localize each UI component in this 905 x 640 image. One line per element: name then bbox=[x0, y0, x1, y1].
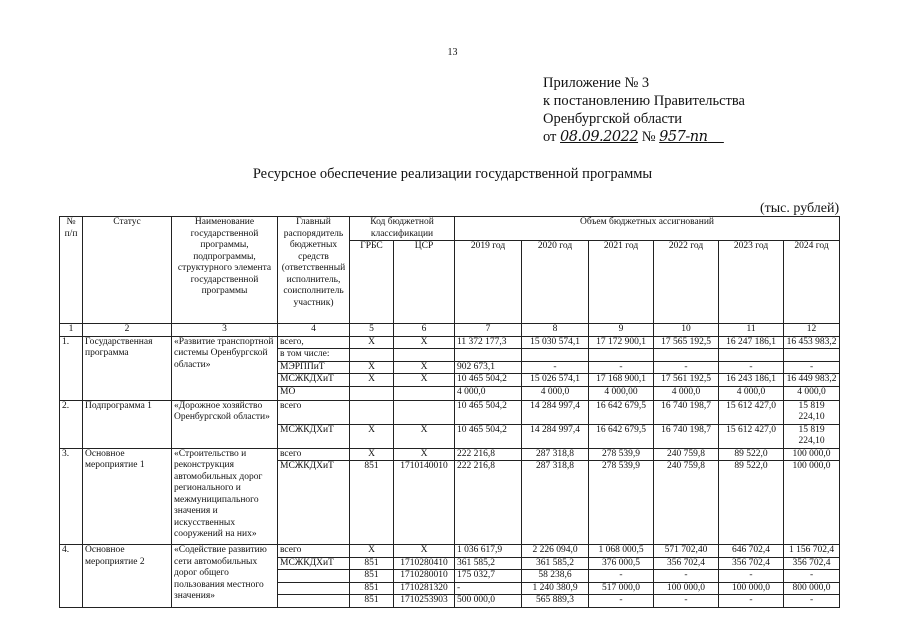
distributor-cell: МСЖКДХиТ bbox=[278, 557, 350, 570]
csr-cell bbox=[394, 349, 455, 362]
value-cell: 100 000,0 bbox=[784, 461, 840, 545]
csr-cell: 1710280010 bbox=[394, 570, 455, 583]
appendix-line-3: Оренбургской области bbox=[543, 111, 683, 127]
value-cell: 287 318,8 bbox=[522, 448, 589, 461]
row-num: 2. bbox=[60, 400, 83, 448]
grbs-code-cell: 851 bbox=[350, 582, 394, 595]
appendix-block bbox=[543, 74, 745, 146]
csr-cell: 1710280410 bbox=[394, 557, 455, 570]
grbs-code-cell: X bbox=[350, 545, 394, 558]
row-num: 4. bbox=[60, 545, 83, 608]
index-cell: 6 bbox=[394, 324, 455, 337]
value-cell: - bbox=[522, 361, 589, 374]
value-cell bbox=[719, 349, 784, 362]
csr-cell: X bbox=[394, 448, 455, 461]
value-cell: - bbox=[719, 570, 784, 583]
value-cell: 15 612 427,0 bbox=[719, 424, 784, 448]
value-cell: - bbox=[589, 570, 654, 583]
value-cell: 376 000,5 bbox=[589, 557, 654, 570]
value-cell bbox=[784, 349, 840, 362]
value-cell: 902 673,1 bbox=[455, 361, 522, 374]
distributor-cell: МО bbox=[278, 386, 350, 400]
value-cell: 4 000,0 bbox=[654, 386, 719, 400]
row-num: 1. bbox=[60, 336, 83, 400]
value-cell: 17 168 900,1 bbox=[589, 374, 654, 387]
header-grbs: Главный распорядитель бюджетных средств (ответственный исполнитель, соисполнитель участник) bbox=[278, 217, 350, 324]
header-grbs-code: ГРБС bbox=[350, 241, 394, 324]
header-name: Наименование государственной программы, подпрограммы, структурного элемента государственной программы bbox=[172, 217, 278, 324]
document-title: Ресурсное обеспечение реализации государственной программы bbox=[252, 166, 653, 182]
value-cell: 356 702,4 bbox=[654, 557, 719, 570]
grbs-code-cell: X bbox=[350, 336, 394, 349]
row-status: Основное мероприятие 1 bbox=[83, 448, 172, 545]
distributor-cell bbox=[278, 570, 350, 583]
header-year: 2020 год bbox=[522, 241, 589, 324]
distributor-cell bbox=[278, 595, 350, 608]
header-volume: Объем бюджетных ассигнований bbox=[455, 217, 840, 241]
table-row bbox=[60, 545, 840, 558]
value-cell: 16 243 186,1 bbox=[719, 374, 784, 387]
csr-cell: X bbox=[394, 361, 455, 374]
value-cell: - bbox=[589, 361, 654, 374]
value-cell: 1 156 702,4 bbox=[784, 545, 840, 558]
value-cell: 16 247 186,1 bbox=[719, 336, 784, 349]
value-cell: 15 026 574,1 bbox=[522, 374, 589, 387]
value-cell: - bbox=[784, 570, 840, 583]
value-cell: 800 000,0 bbox=[784, 582, 840, 595]
distributor-cell: МСЖКДХиТ bbox=[278, 424, 350, 448]
index-cell: 1 bbox=[60, 324, 83, 337]
index-cell: 2 bbox=[83, 324, 172, 337]
value-cell bbox=[522, 349, 589, 362]
header-year: 2022 год bbox=[654, 241, 719, 324]
appendix-line-2: к постановлению Правительства bbox=[543, 93, 745, 109]
index-cell: 5 bbox=[350, 324, 394, 337]
row-name: «Развитие транспортной системы Оренбургской области» bbox=[172, 336, 278, 400]
value-cell: 356 702,4 bbox=[784, 557, 840, 570]
index-cell: 12 bbox=[784, 324, 840, 337]
value-cell: - bbox=[455, 582, 522, 595]
index-cell: 8 bbox=[522, 324, 589, 337]
value-cell: 500 000,0 bbox=[455, 595, 522, 608]
value-cell: 89 522,0 bbox=[719, 448, 784, 461]
csr-cell bbox=[394, 386, 455, 400]
value-cell: 278 539,9 bbox=[589, 448, 654, 461]
header-csr: ЦСР bbox=[394, 241, 455, 324]
value-cell: 15 612 427,0 bbox=[719, 400, 784, 424]
distributor-cell: МЭРППиТ bbox=[278, 361, 350, 374]
grbs-code-cell: 851 bbox=[350, 570, 394, 583]
index-cell: 10 bbox=[654, 324, 719, 337]
value-cell: 356 702,4 bbox=[719, 557, 784, 570]
value-cell: 10 465 504,2 bbox=[455, 374, 522, 387]
grbs-code-cell: X bbox=[350, 424, 394, 448]
csr-cell: X bbox=[394, 545, 455, 558]
value-cell: 10 465 504,2 bbox=[455, 424, 522, 448]
value-cell: 1 036 617,9 bbox=[455, 545, 522, 558]
value-cell: 1 240 380,9 bbox=[522, 582, 589, 595]
value-cell: 361 585,2 bbox=[522, 557, 589, 570]
value-cell: 16 740 198,7 bbox=[654, 400, 719, 424]
signed-number: 957-пп bbox=[659, 129, 708, 145]
header-year: 2024 год bbox=[784, 241, 840, 324]
grbs-code-cell: X bbox=[350, 374, 394, 387]
value-cell: 58 238,6 bbox=[522, 570, 589, 583]
row-name: «Содействие развитию сети автомобильных дорог общего пользования местного значения» bbox=[172, 545, 278, 608]
value-cell: 14 284 997,4 bbox=[522, 400, 589, 424]
date-prefix: от bbox=[543, 129, 557, 145]
value-cell: 4 000,0 bbox=[455, 386, 522, 400]
value-cell: 17 561 192,5 bbox=[654, 374, 719, 387]
value-cell: - bbox=[589, 595, 654, 608]
distributor-cell: МСЖКДХиТ bbox=[278, 374, 350, 387]
row-status: Государственная программа bbox=[83, 336, 172, 400]
value-cell: 361 585,2 bbox=[455, 557, 522, 570]
table-row bbox=[60, 336, 840, 349]
row-name: «Дорожное хозяйство Оренбургской области» bbox=[172, 400, 278, 448]
row-num: 3. bbox=[60, 448, 83, 545]
csr-cell: 1710140010 bbox=[394, 461, 455, 545]
value-cell: 16 449 983,2 bbox=[784, 374, 840, 387]
value-cell: 15 030 574,1 bbox=[522, 336, 589, 349]
csr-cell: X bbox=[394, 336, 455, 349]
header-year: 2019 год bbox=[455, 241, 522, 324]
value-cell: 1 068 000,5 bbox=[589, 545, 654, 558]
value-cell: 571 702,40 bbox=[654, 545, 719, 558]
header-budget-code: Код бюджетной классификации bbox=[350, 217, 455, 241]
value-cell: 16 642 679,5 bbox=[589, 400, 654, 424]
distributor-cell: всего bbox=[278, 545, 350, 558]
csr-cell: 1710281320 bbox=[394, 582, 455, 595]
value-cell: 4 000,0 bbox=[784, 386, 840, 400]
value-cell: 646 702,4 bbox=[719, 545, 784, 558]
csr-cell: X bbox=[394, 374, 455, 387]
grbs-code-cell: 851 bbox=[350, 595, 394, 608]
value-cell: 517 000,0 bbox=[589, 582, 654, 595]
table-row bbox=[60, 400, 840, 424]
appendix-date-line bbox=[543, 128, 745, 146]
table-body bbox=[60, 336, 840, 607]
distributor-cell: в том числе: bbox=[278, 349, 350, 362]
distributor-cell: всего, bbox=[278, 336, 350, 349]
index-cell: 4 bbox=[278, 324, 350, 337]
csr-cell bbox=[394, 400, 455, 424]
value-cell: 16 740 198,7 bbox=[654, 424, 719, 448]
value-cell: 17 172 900,1 bbox=[589, 336, 654, 349]
value-cell: 15 819 224,10 bbox=[784, 400, 840, 424]
value-cell: 4 000,0 bbox=[719, 386, 784, 400]
value-cell: 14 284 997,4 bbox=[522, 424, 589, 448]
grbs-code-cell bbox=[350, 400, 394, 424]
grbs-code-cell: X bbox=[350, 448, 394, 461]
value-cell: 16 453 983,2 bbox=[784, 336, 840, 349]
distributor-cell: всего bbox=[278, 400, 350, 424]
value-cell: - bbox=[654, 361, 719, 374]
grbs-code-cell bbox=[350, 386, 394, 400]
value-cell: 100 000,0 bbox=[719, 582, 784, 595]
value-cell: 240 759,8 bbox=[654, 448, 719, 461]
csr-cell: 1710253903 bbox=[394, 595, 455, 608]
value-cell: 287 318,8 bbox=[522, 461, 589, 545]
row-name: «Строительство и реконструкция автомобильных дорог регионального и межмуниципального значения и искусственных сооружений на них» bbox=[172, 448, 278, 545]
grbs-code-cell: X bbox=[350, 361, 394, 374]
appendix-line-1: Приложение № 3 bbox=[543, 75, 650, 91]
value-cell: - bbox=[784, 361, 840, 374]
value-cell: 222 216,8 bbox=[455, 461, 522, 545]
value-cell: 4 000,00 bbox=[589, 386, 654, 400]
value-cell: 175 032,7 bbox=[455, 570, 522, 583]
value-cell: - bbox=[654, 570, 719, 583]
value-cell: - bbox=[719, 595, 784, 608]
value-cell: 11 372 177,3 bbox=[455, 336, 522, 349]
csr-cell: X bbox=[394, 424, 455, 448]
header-year: 2023 год bbox=[719, 241, 784, 324]
column-index-row bbox=[60, 324, 840, 337]
value-cell: 15 819 224,10 bbox=[784, 424, 840, 448]
index-cell: 9 bbox=[589, 324, 654, 337]
value-cell: 565 889,3 bbox=[522, 595, 589, 608]
value-cell bbox=[654, 349, 719, 362]
value-cell: - bbox=[784, 595, 840, 608]
index-cell: 3 bbox=[172, 324, 278, 337]
resource-table bbox=[59, 216, 840, 608]
header-row-1 bbox=[60, 217, 840, 241]
table-row bbox=[60, 448, 840, 461]
value-cell: 222 216,8 bbox=[455, 448, 522, 461]
value-cell: 10 465 504,2 bbox=[455, 400, 522, 424]
grbs-code-cell bbox=[350, 349, 394, 362]
value-cell: - bbox=[654, 595, 719, 608]
row-status: Подпрограмма 1 bbox=[83, 400, 172, 448]
value-cell bbox=[455, 349, 522, 362]
value-cell: 240 759,8 bbox=[654, 461, 719, 545]
value-cell: 100 000,0 bbox=[654, 582, 719, 595]
value-cell: 4 000,0 bbox=[522, 386, 589, 400]
header-num: № п/п bbox=[60, 217, 83, 324]
units-label: (тыс. рублей) bbox=[760, 201, 840, 216]
header-year: 2021 год bbox=[589, 241, 654, 324]
value-cell: 2 226 094,0 bbox=[522, 545, 589, 558]
value-cell: 17 565 192,5 bbox=[654, 336, 719, 349]
index-cell: 7 bbox=[455, 324, 522, 337]
distributor-cell: МСЖКДХиТ bbox=[278, 461, 350, 545]
distributor-cell: всего bbox=[278, 448, 350, 461]
page-number: 13 bbox=[447, 47, 458, 58]
distributor-cell bbox=[278, 582, 350, 595]
signed-date: 08.09.2022 bbox=[560, 129, 639, 145]
value-cell: 16 642 679,5 bbox=[589, 424, 654, 448]
row-status: Основное мероприятие 2 bbox=[83, 545, 172, 608]
grbs-code-cell: 851 bbox=[350, 557, 394, 570]
value-cell: 89 522,0 bbox=[719, 461, 784, 545]
number-prefix: № bbox=[641, 129, 656, 145]
header-status: Статус bbox=[83, 217, 172, 324]
index-cell: 11 bbox=[719, 324, 784, 337]
value-cell: - bbox=[719, 361, 784, 374]
value-cell: 278 539,9 bbox=[589, 461, 654, 545]
grbs-code-cell: 851 bbox=[350, 461, 394, 545]
value-cell bbox=[589, 349, 654, 362]
value-cell: 100 000,0 bbox=[784, 448, 840, 461]
